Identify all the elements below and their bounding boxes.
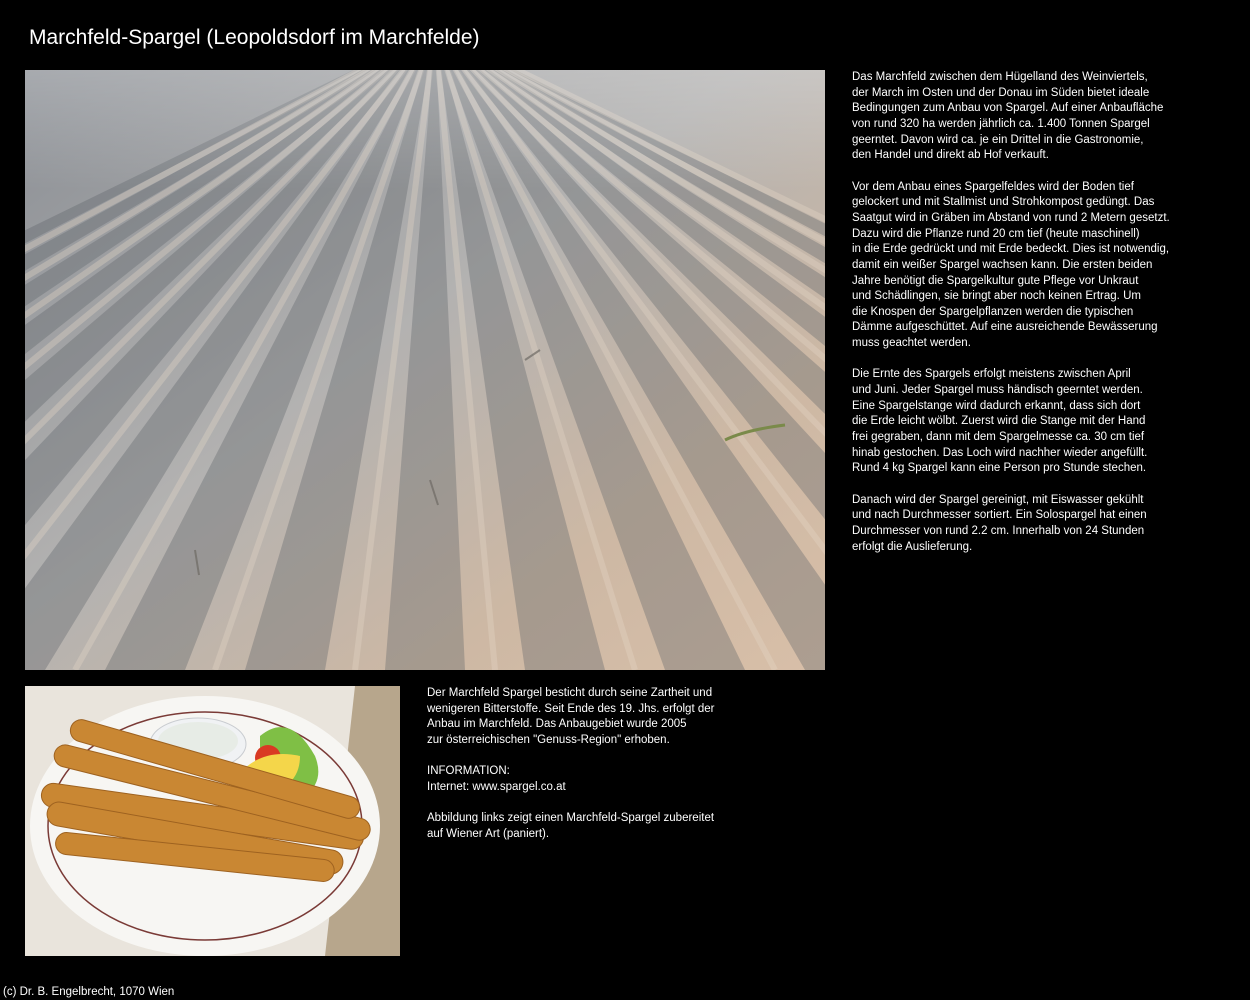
page-title: Marchfeld-Spargel (Leopoldsdorf im Marchfelde): [29, 26, 480, 49]
description-paragraph: Das Marchfeld zwischen dem Hügelland des Weinviertels, der March im Osten und der Donau im Süden bietet ideale Bedingungen zum Anbau von Spargel. Auf einer Anbaufläche von rund 320 ha werden jährlich ca. 1.400 Tonnen Spargel geerntet. Davon wird ca. je ein Drittel in die Gastronomie, den Handel und direkt ab Hof verkauft.: [852, 71, 1164, 162]
info-text: [427, 686, 747, 858]
caption-paragraph: Abbildung links zeigt einen Marchfeld-Spargel zubereitet auf Wiener Art (paniert).: [427, 812, 715, 840]
description-paragraph: Vor dem Anbau eines Spargelfeldes wird der Boden tief gelockert und mit Stallmist und Strohkompost gedüngt. Das Saatgut wird in Gräben im Abstand von rund 2 Metern gesetzt. Dazu wird die Pflanze rund 20 cm tief (heute maschinell) in die Erde gedrückt und mit Erde bedeckt. Dies ist notwendig, damit ein weißer Spargel wachsen kann. Die ersten beiden Jahre benötigt die Spargelkultur gute Pflege vor Unkraut und Schädlingen, sie bringt aber noch keinen Ertrag. Um die Knospen der Spargelpflanzen werden die typischen Dämme aufgeschüttet. Auf eine ausreichende Bewässerung muss geachtet werden.: [852, 180, 1170, 350]
description-paragraph: Die Ernte des Spargels erfolgt meistens zwischen April und Juni. Jeder Spargel muss händisch geerntet werden. Eine Spargelstange wird dadurch erkannt, dass sich dort die Erde leicht wölbt. Zuerst wird die Stange mit der Hand frei gegraben, dann mit dem Spargelmesse ca. 30 cm tief hinab gestochen. Das Loch wird nachher wieder angefüllt. Rund 4 kg Spargel kann eine Person pro Stunde stechen.: [852, 368, 1148, 475]
info-link-paragraph: INFORMATION: Internet: www.spargel.co.at: [427, 765, 566, 793]
asparagus-field-photo: [25, 70, 825, 670]
description-text: [852, 70, 1192, 571]
info-paragraph: Der Marchfeld Spargel besticht durch seine Zartheit und wenigeren Bitterstoffe. Seit Ende des 19. Jhs. erfolgt der Anbau im Marchfeld. Das Anbaugebiet wurde 2005 zur österreichischen "Genuss-Region" erhoben.: [427, 687, 715, 746]
copyright-footer: (c) Dr. B. Engelbrecht, 1070 Wien: [3, 986, 175, 998]
description-paragraph: Danach wird der Spargel gereinigt, mit Eiswasser gekühlt und nach Durchmesser sortiert. Ein Solospargel hat einen Durchmesser von rund 2.2 cm. Innerhalb von 24 Stunden erfolgt die Auslieferung.: [852, 493, 1147, 553]
breaded-asparagus-plate-photo: [25, 686, 400, 956]
